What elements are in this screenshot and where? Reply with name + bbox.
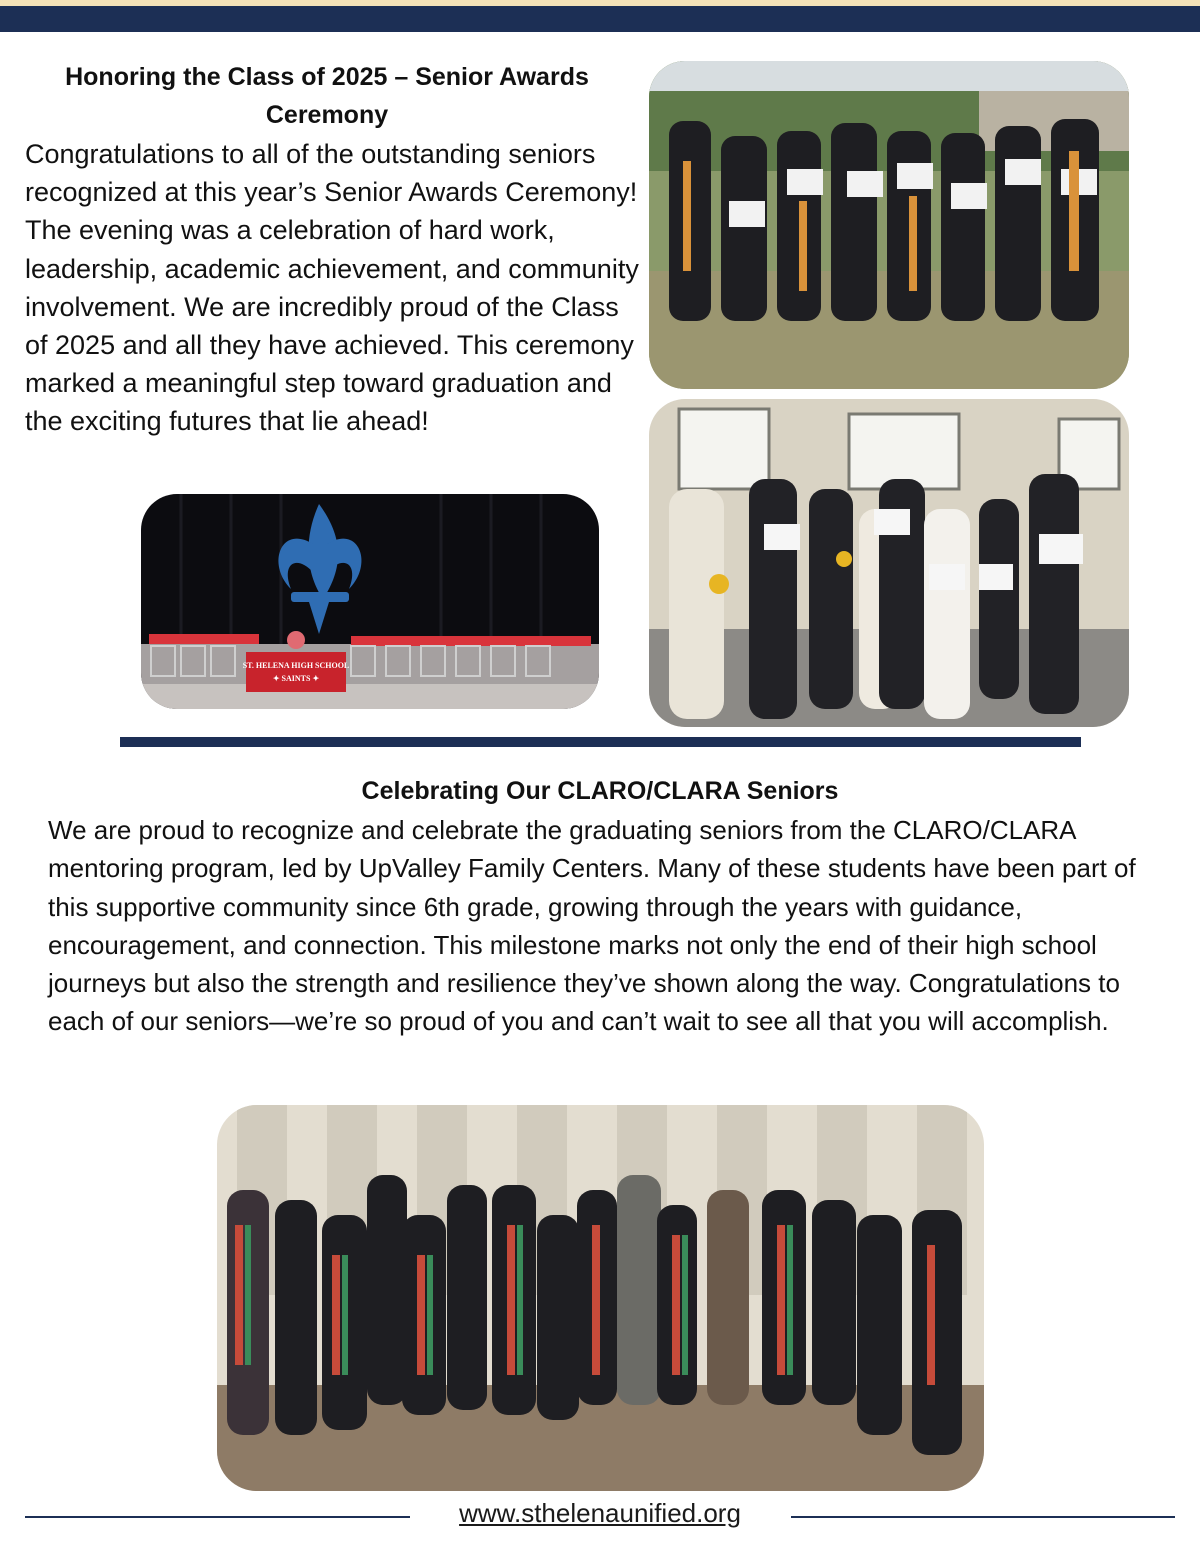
header-navy-band (0, 6, 1200, 32)
section-divider (120, 737, 1081, 747)
stage-banner-line1: ST. HELENA HIGH SCHOOL (242, 661, 350, 670)
photo-stage-fleur-de-lis (141, 494, 599, 709)
stage-table-banner (246, 652, 346, 692)
footer-rule-right (791, 1516, 1175, 1518)
section-title-claro-clara: Celebrating Our CLARO/CLARA Seniors (361, 777, 839, 805)
section-title-senior-awards: Honoring the Class of 2025 – Senior Awards Ceremony (65, 63, 589, 129)
photo-claro-clara-group (217, 1105, 984, 1491)
section-body-senior-awards: Congratulations to all of the outstanding seniors recognized at this year’s Senior Awards Ceremony! The evening was a celebration of hard work, leadership, academic achievement, and community involvement. We are incredibly proud of the Class of 2025 and all they have achieved. This ceremony marked a meaningful step toward graduation and the exciting futures that lie ahead! (25, 139, 639, 437)
section-body-claro-clara: We are proud to recognize and celebrate the graduating seniors from the CLARO/CLARA mentoring program, led by UpValley Family Centers. Many of these students have been part of this supportive community since 6th grade, growing through the years with guidance, encouragement, and connection. This milestone marks not only the end of their high school journeys but also the strength and resilience they’ve shown along the way. Congratulations to each of our seniors—we’re so proud of you and can’t wait to see all that you will accomplish. (48, 815, 1136, 1037)
stage-banner-line2: ✦ SAINTS ✦ (272, 674, 320, 683)
footer-rule-left (25, 1516, 410, 1518)
footer-website-link[interactable]: www.sthelenaunified.org (459, 1498, 741, 1528)
photo-senior-group-building (649, 399, 1129, 727)
photo-senior-boys-outdoors (649, 61, 1129, 389)
